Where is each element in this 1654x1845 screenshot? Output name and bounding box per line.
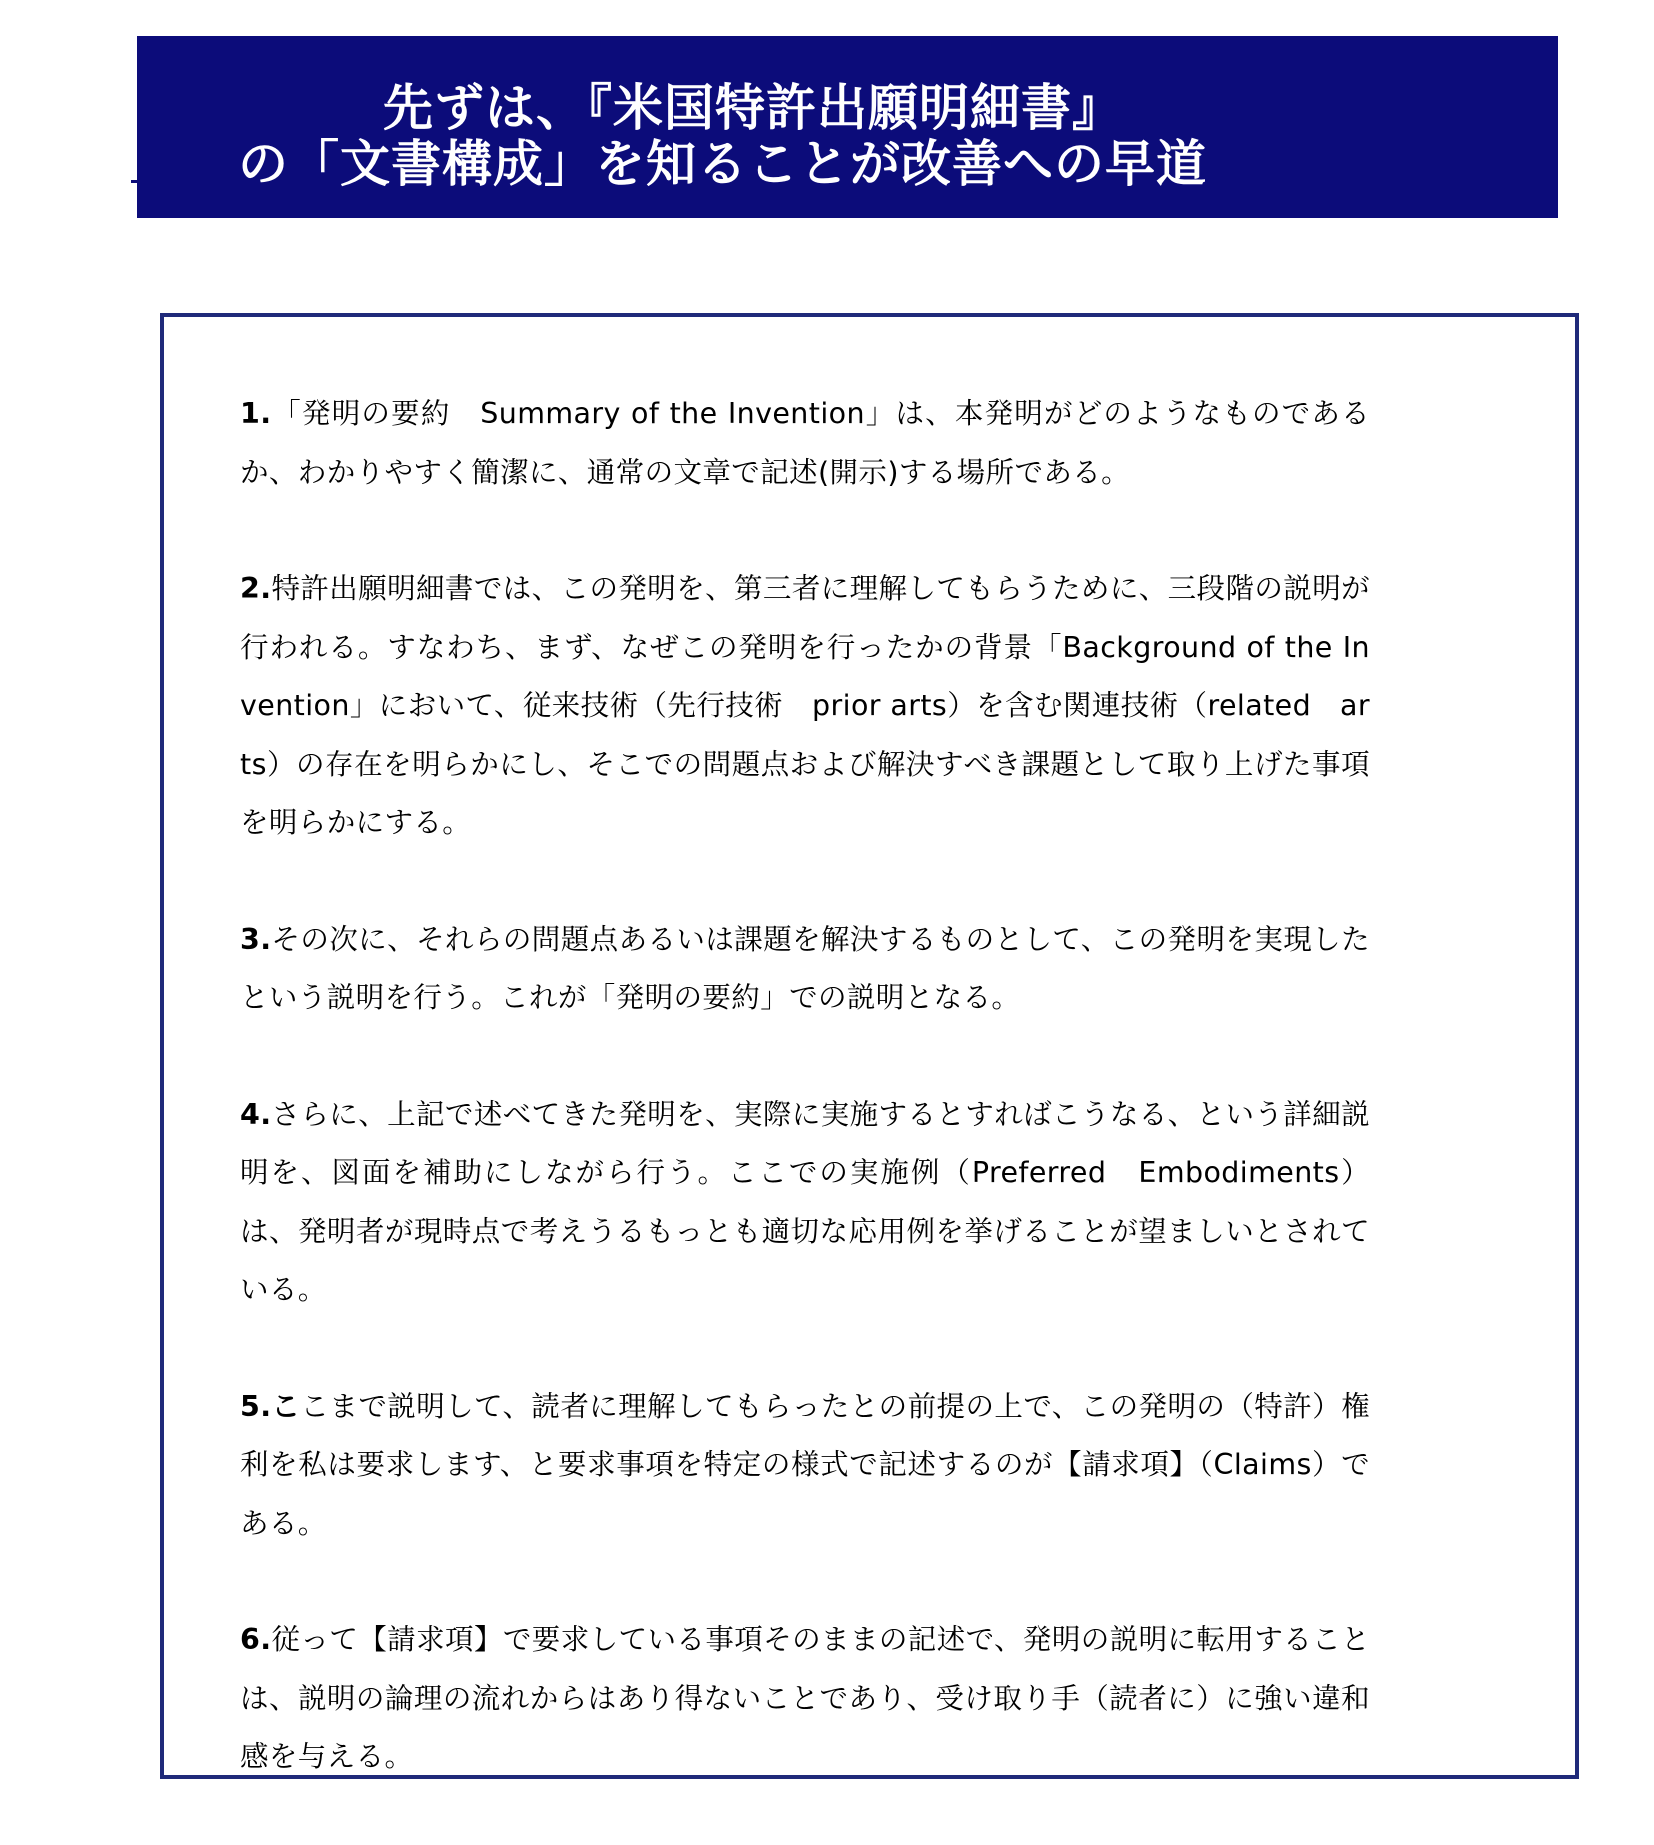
paragraph-text: 従って【請求項】で要求している事項そのままの記述で、発明の説明に転用することは、説明の論理の流れからはあり得ないことであり、受け取り手（読者に）に強い違和感を与える。	[240, 1623, 1370, 1773]
paragraph-text: 「発明の要約 Summary of the Invention」は、本発明がどのようなものであるか、わかりやすく簡潔に、通常の文章で記述(開示)する場所である。	[240, 397, 1370, 489]
title-line-2: の「文書構成」を知ることが改善への早道	[238, 135, 1207, 193]
title-line-1: 先ずは、『米国特許出願明細書』	[383, 79, 1123, 137]
paragraph-3	[240, 911, 1370, 1028]
paragraph-2	[240, 560, 1370, 853]
paragraph-6	[240, 1611, 1370, 1787]
paragraph-number: 2.	[240, 572, 272, 605]
paragraph-number: 1.	[240, 397, 272, 430]
paragraph-number: 6.	[240, 1623, 272, 1656]
paragraph-text: さらに、上記で述べてきた発明を、実際に実施するとすればこうなる、という詳細説明を、図面を補助にしながら行う。ここでの実施例（Preferred Embodiments）は、発明者が現時点で考えうるもっとも適切な応用例を挙げることが望ましいとされている。	[240, 1097, 1370, 1306]
paragraph-list	[240, 385, 1370, 1845]
paragraph-text: その次に、それらの問題点あるいは課題を解決するものとして、この発明を実現したという説明を行う。これが「発明の要約」での説明となる。	[240, 922, 1370, 1014]
paragraph-text: こまで説明して、読者に理解してもらったとの前提の上で、この発明の（特許）権利を私は要求します、と要求事項を特定の様式で記述するのが【請求項】（Claims）である。	[240, 1389, 1370, 1540]
paragraph-5	[240, 1378, 1370, 1554]
paragraph-number: 4.	[240, 1097, 272, 1131]
paragraph-1	[240, 385, 1370, 502]
title-tick-mark	[131, 180, 139, 183]
paragraph-4	[240, 1086, 1370, 1320]
paragraph-text: 特許出願明細書では、この発明を、第三者に理解してもらうために、三段階の説明が行われる。すなわち、まず、なぜこの発明を行ったかの背景「Background of the Invention」において、従来技術（先行技術 prior arts）を含む関連技術（related arts）の存在を明らかにし、そこでの問題点および解決すべき課題として取り上げた事項を明らかにする。	[240, 572, 1370, 839]
paragraph-number: 5.こ	[240, 1389, 301, 1423]
title-banner	[137, 36, 1558, 218]
paragraph-number: 3.	[240, 922, 272, 956]
content-box	[160, 313, 1579, 1779]
